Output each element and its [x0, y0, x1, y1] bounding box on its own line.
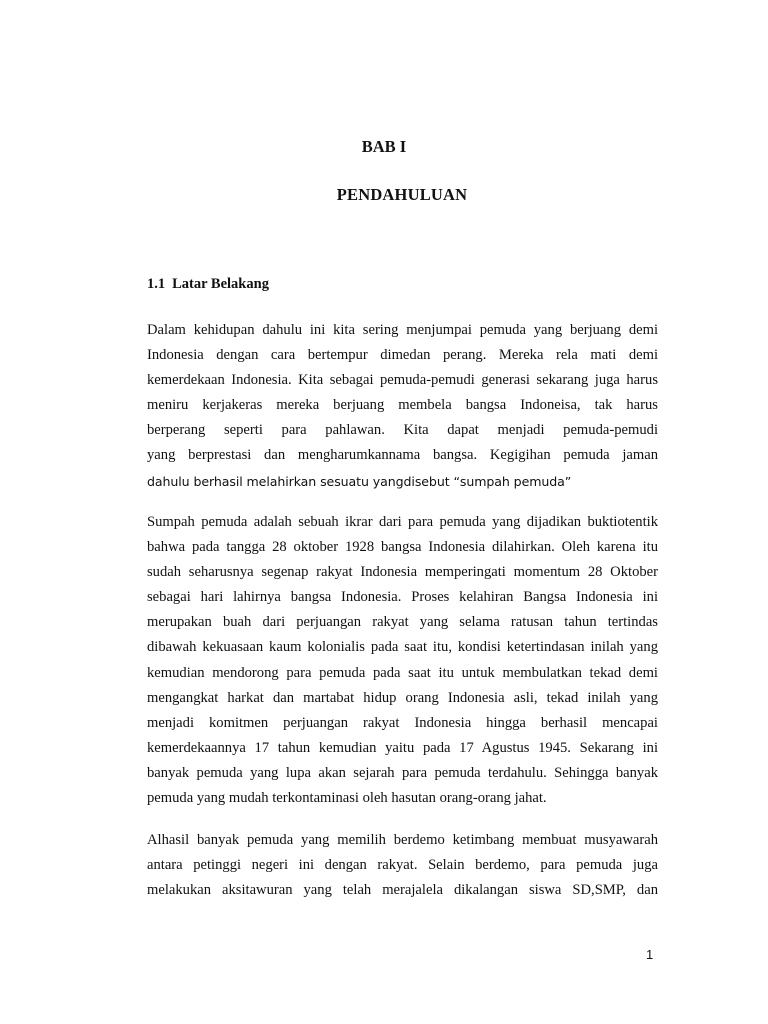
- paragraph-line: yang berprestasi dan mengharumkannama bangsa. Kegigihan pemuda jaman: [147, 447, 658, 464]
- paragraph-line: pemuda yang mudah terkontaminasi oleh hasutan orang-orang jahat.: [147, 790, 547, 807]
- paragraph-line: Indonesia dengan cara bertempur dimedan perang. Mereka rela mati demi: [147, 347, 658, 364]
- section-number: 1.1: [147, 276, 166, 292]
- paragraph-2: [147, 510, 658, 811]
- chapter-title: PENDAHULUAN: [336, 185, 468, 204]
- paragraph-line: mengangkat harkat dan martabat hidup orang Indonesia asli, tekad inilah yang: [147, 689, 658, 706]
- page-number: 1: [646, 947, 654, 962]
- section-heading: [147, 276, 269, 293]
- paragraph-line: berperang seperti para pahlawan. Kita dapat menjadi pemuda-pemudi: [147, 422, 658, 439]
- paragraph-line: dibawah kekuasaan kaum kolonialis pada saat itu, kondisi ketertindasan inilah yang: [147, 639, 658, 656]
- paragraph-line: menjadi komitmen perjuangan rakyat Indonesia hingga berhasil mencapai: [147, 714, 658, 731]
- paragraph-line: meniru kerjakeras mereka berjuang membela bangsa Indoneisa, tak harus: [147, 397, 658, 414]
- paragraph-line: antara petinggi negeri ini dengan rakyat. Selain berdemo, para pemuda juga: [147, 857, 658, 874]
- paragraph-line: Dalam kehidupan dahulu ini kita sering menjumpai pemuda yang berjuang demi: [147, 322, 658, 338]
- paragraph-line: sudah seharusnya segenap rakyat Indonesia memperingati momentum 28 Oktober: [147, 564, 658, 581]
- paragraph-line: kemerdekaannya 17 tahun kemudian yaitu pada 17 Agustus 1945. Sekarang ini: [147, 739, 658, 756]
- chapter-number: BAB I: [361, 137, 407, 156]
- paragraph-line: melakukan aksitawuran yang telah merajalela dikalangan siswa SD,SMP, dan: [147, 882, 658, 899]
- paragraph-line: dahulu berhasil melahirkan sesuatu yangdisebut “sumpah pemuda”: [147, 473, 572, 489]
- section-title: Latar Belakang: [172, 276, 269, 292]
- paragraph-line: Alhasil banyak pemuda yang memilih berdemo ketimbang membuat musyawarah: [147, 832, 658, 848]
- paragraph-line: kemudian mendorong para pemuda pada saat itu untuk membulatkan tekad demi: [147, 664, 658, 681]
- paragraph-line: Sumpah pemuda adalah sebuah ikrar dari para pemuda yang dijadikan buktiotentik: [147, 514, 658, 530]
- paragraph-line: kemerdekaan Indonesia. Kita sebagai pemuda-pemudi generasi sekarang juga harus: [147, 372, 658, 389]
- paragraph-1: [147, 318, 658, 494]
- paragraph-line: merupakan buah dari perjuangan rakyat yang selama ratusan tahun tertindas: [147, 614, 658, 631]
- paragraph-3: [147, 828, 658, 903]
- paragraph-line: bahwa pada tangga 28 oktober 1928 bangsa Indonesia dilahirkan. Oleh karena itu: [147, 539, 658, 556]
- paragraph-line: banyak pemuda yang lupa akan sejarah para pemuda terdahulu. Sehingga banyak: [147, 764, 658, 781]
- paragraph-line: sebagai hari lahirnya bangsa Indonesia. Proses kelahiran Bangsa Indonesia ini: [147, 589, 658, 606]
